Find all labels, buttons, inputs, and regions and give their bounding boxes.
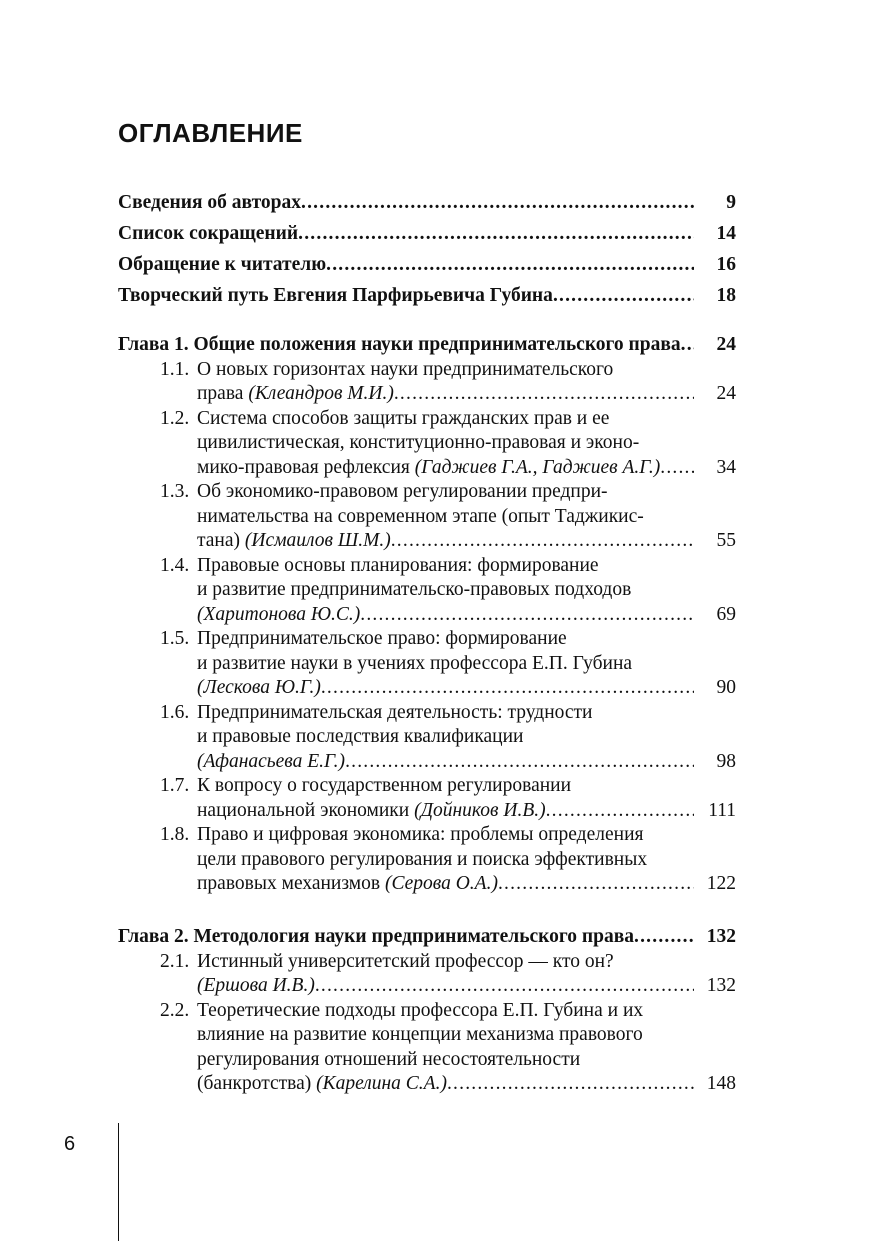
section-entry [197,529,694,553]
section-entry-text [197,799,546,823]
section-entry-leader [321,676,694,700]
section-entry-plain: (банкротства) [197,1073,317,1094]
section-entry-author: (Серова О.А.) [384,873,498,894]
section-number: 1.4. [160,554,190,576]
section-entry-author: (Клеандров М.И.) [248,383,394,404]
section-entry-plain: мико-правовая рефлексия [197,456,415,478]
section-entry [197,872,694,896]
section-entry [197,676,694,700]
chapter-title [118,333,694,357]
section-title-line: Истинный университетский профессор — кто он? [197,950,614,972]
section-entry-text [197,603,360,627]
section-title-line: Право и цифровая экономика: проблемы определения [197,824,644,845]
section-entry-leader [360,603,694,627]
chapter-title-text [118,333,681,357]
section-title-line: влияние на развитие концепции механизма правового [197,1024,643,1045]
section-entry-page: 90 [716,677,736,698]
section-entry-plain: права [197,383,249,404]
section-entry-leader [345,750,694,774]
chapter-title-plain: Глава 2. Методология науки предпринимательского права [118,926,635,947]
section-title-line: Система способов защиты гражданских прав и ее [197,407,610,429]
section-entry-leader [315,974,694,998]
section-entry-plain: тана) [197,530,245,551]
front-entry-page: 18 [716,285,736,306]
page-number: 6 [64,1133,76,1155]
section-entry [197,603,694,627]
front-entry-leader [553,284,694,308]
section-title-line: О новых горизонтах науки предпринимательского [197,358,614,380]
section-entry [197,799,694,823]
section-entry-leader [546,799,694,823]
chapter-title [118,925,694,949]
section-title-line: цивилистическая, конституционно-правовая и эконо- [197,432,640,453]
section-entry-page: 98 [716,750,736,772]
section-entry-author: (Харитонова Ю.С.) [197,603,361,625]
front-entry-text [118,191,301,215]
section-entry [197,974,694,998]
section-title-line: Теоретические подходы профессора Е.П. Губина и их [197,999,644,1021]
section-title-line: Предпринимательская деятельность: трудности [197,701,593,723]
section-entry-text [197,529,391,553]
section-entry-plain: национальной экономики [197,799,415,821]
section-entry-page: 34 [716,456,736,478]
front-entry [118,253,694,277]
front-entry [118,191,694,215]
section-title-line: и развитие предпринимательско-правовых подходов [197,579,632,600]
section-title-line: регулирования отношений несостоятельности [197,1048,581,1070]
chapter-title-page: 24 [716,334,736,355]
section-entry-page: 55 [716,530,736,551]
margin-rule [118,1123,119,1241]
section-number: 1.1. [160,358,190,380]
section-entry-author: (Афанасьева Е.Г.) [197,750,346,772]
front-entry [118,222,694,246]
front-entry-leader [298,222,694,246]
section-entry-page: 24 [716,383,736,404]
section-entry-author: (Ершова И.В.) [197,975,315,996]
section-entry-author: (Дойников И.В.) [414,799,546,821]
section-entry-author: (Гаджиев Г.А., Гаджиев А.Г.) [414,456,661,478]
section-title-line: цели правового регулирования и поиска эффективных [197,848,648,870]
section-title-line: К вопросу о государственном регулировании [197,775,572,796]
front-entry-page: 14 [716,223,736,244]
front-entry-page: 16 [716,254,736,275]
section-entry-text [197,382,394,406]
section-entry-leader [498,872,694,896]
section-entry-author: (Карелина С.А.) [316,1073,447,1094]
section-title-line: Об экономико-правовом регулировании предпри- [197,481,608,502]
chapter-title-leader [681,333,694,357]
section-entry-author: (Лескова Ю.Г.) [197,677,321,698]
section-number: 1.8. [160,824,190,845]
front-entry-plain: Список сокращений [118,223,299,244]
section-entry-text [197,456,660,480]
front-entry-plain: Обращение к читателю [118,254,327,275]
section-entry-text [197,676,321,700]
section-entry-page: 69 [716,603,736,625]
front-entry-text [118,222,298,246]
section-title-line: Правовые основы планирования: формирование [197,554,599,576]
front-entry-plain: Сведения об авторах [118,192,302,213]
section-title-line: нимательства на современном этапе (опыт Таджикис- [197,505,644,527]
section-title-line: и правовые последствия квалификации [197,726,524,747]
section-entry-text [197,974,315,998]
front-entry-leader [301,191,694,215]
front-entry-text [118,253,326,277]
chapter-title-leader [634,925,694,949]
section-number: 1.6. [160,701,190,723]
section-entry-page: 132 [706,975,736,996]
chapter-title-plain: Глава 1. Общие положения науки предпринимательского права [118,334,681,355]
section-entry-leader [447,1072,694,1096]
section-number: 2.2. [160,999,190,1021]
page-title: ОГЛАВЛЕНИЕ [118,118,303,148]
section-entry-leader [391,529,694,553]
section-number: 1.7. [160,775,190,796]
section-entry-author: (Исмаилов Ш.М.) [244,530,391,551]
section-entry-page: 148 [706,1073,736,1094]
section-title-line: и развитие науки в учениях профессора Е.П. Губина [197,652,633,674]
section-entry-leader [394,382,694,406]
front-entry-page: 9 [726,192,736,213]
section-number: 1.2. [160,407,190,429]
section-entry-leader [660,456,694,480]
section-entry-text [197,1072,447,1096]
section-entry-page: 122 [706,873,736,894]
section-title-line: Предпринимательское право: формирование [197,628,567,649]
section-entry [197,1072,694,1096]
section-number: 1.3. [160,481,190,502]
section-entry-plain: правовых механизмов [197,873,385,894]
section-entry [197,456,694,480]
section-number: 1.5. [160,628,190,649]
section-entry-text [197,750,345,774]
section-entry [197,382,694,406]
section-entry-text [197,872,498,896]
section-entry-page: 111 [708,799,736,821]
front-entry [118,284,694,308]
front-entry-text [118,284,553,308]
front-entry-leader [326,253,694,277]
section-number: 2.1. [160,950,190,972]
chapter-title-page: 132 [706,926,736,947]
chapter-title-text [118,925,634,949]
front-entry-plain: Творческий путь Евгения Парфирьевича Губина [118,285,553,306]
section-entry [197,750,694,774]
